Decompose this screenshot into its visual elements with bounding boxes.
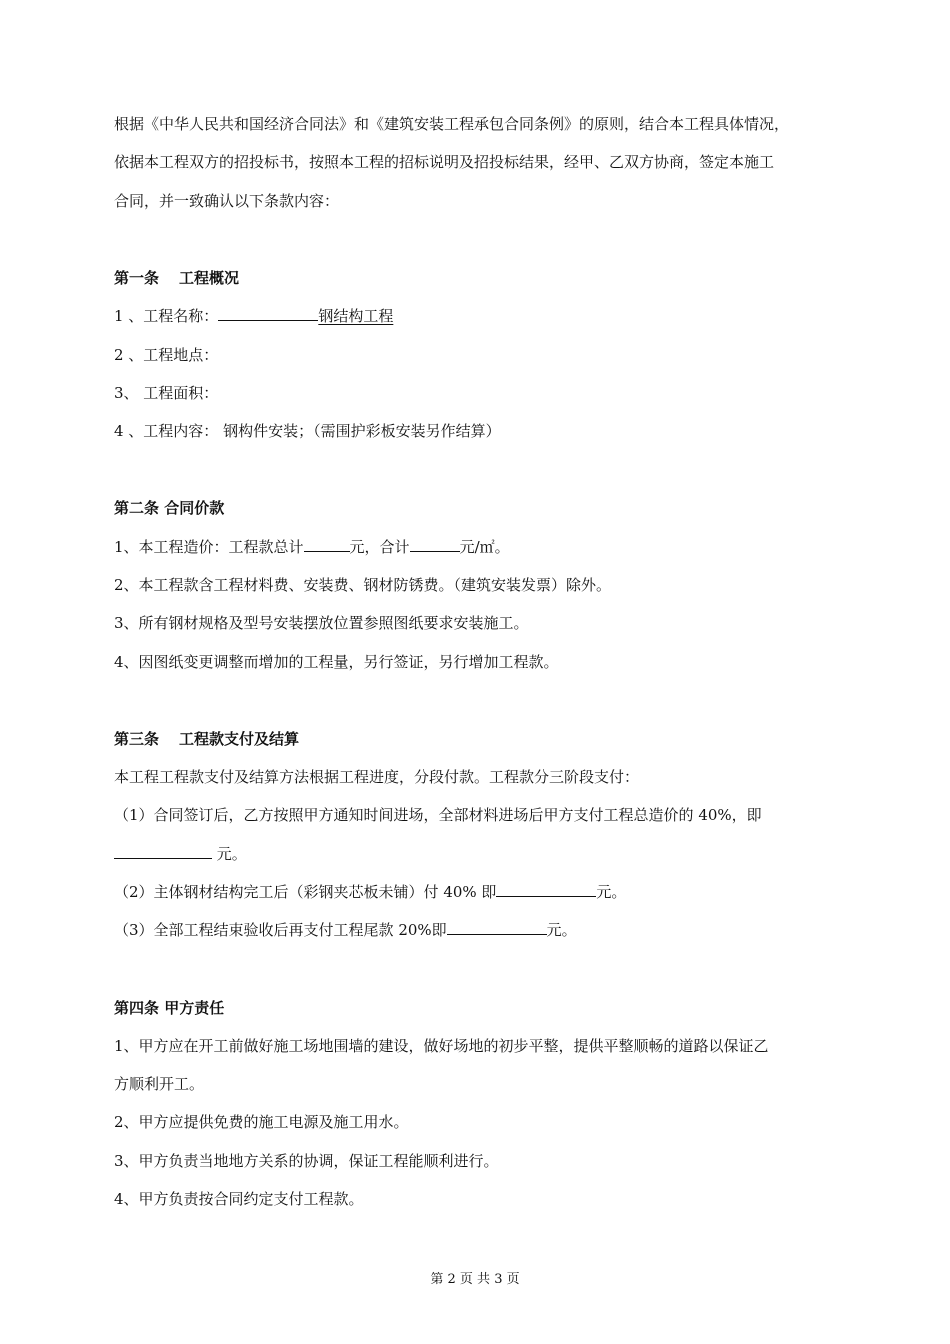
intro-line-2: 依据本工程双方的招投标书，按照本工程的招标说明及招投标结果，经甲、乙双方协商，签定本施工 bbox=[114, 153, 775, 171]
payment-stage-3 bbox=[114, 920, 577, 940]
article-4-item-2: 2、甲方应提供免费的施工电源及施工用水。 bbox=[114, 1113, 409, 1131]
article-4-item-1-line-2: 方顺利开工。 bbox=[114, 1075, 205, 1093]
article-4-heading: 第四条 甲方责任 bbox=[114, 999, 225, 1017]
article-1-item-3: 3、 工程面积： bbox=[114, 384, 219, 402]
total-price-label: 1、本工程造价：工程款总计 bbox=[114, 538, 304, 556]
intro-line-3: 合同，并一致确认以下条款内容： bbox=[114, 192, 340, 210]
payment-stage-1-unit: 元。 bbox=[212, 845, 247, 863]
unit-price-unit: 元/㎡。 bbox=[459, 538, 510, 556]
article-2-item-2: 2、本工程款含工程材料费、安装费、钢材防锈费。（建筑安装发票）除外。 bbox=[114, 576, 612, 594]
payment-stage-3-unit: 元。 bbox=[546, 921, 577, 939]
page-number-footer: 第 2 页 共 3 页 bbox=[430, 1272, 520, 1287]
article-3-intro: 本工程工程款支付及结算方法根据工程进度，分段付款。工程款分三阶段支付： bbox=[114, 768, 640, 786]
payment-stage-1-line-2 bbox=[114, 844, 247, 864]
payment-stage-1-blank bbox=[114, 844, 212, 859]
unit-price-blank bbox=[410, 537, 460, 552]
payment-stage-3-text: （3）全部工程结束验收后再支付工程尾款 20%即 bbox=[114, 921, 447, 939]
project-name-blank bbox=[218, 306, 318, 321]
article-4-item-1-line-1: 1、甲方应在开工前做好施工场地围墙的建设，做好场地的初步平整，提供平整顺畅的道路以保证乙 bbox=[114, 1037, 769, 1055]
project-name-value: 钢结构工程 bbox=[318, 307, 394, 325]
article-1-number: 第一条 bbox=[114, 269, 160, 287]
article-2-item-4: 4、因图纸变更调整而增加的工程量，另行签证，另行增加工程款。 bbox=[114, 653, 559, 671]
article-1-title: 工程概况 bbox=[179, 269, 240, 287]
payment-stage-2 bbox=[114, 882, 626, 902]
article-3-title: 工程款支付及结算 bbox=[179, 730, 300, 748]
article-4-item-3: 3、甲方负责当地地方关系的协调，保证工程能顺利进行。 bbox=[114, 1152, 499, 1170]
intro-line-1: 根据《中华人民共和国经济合同法》和《建筑安装工程承包合同条例》的原则，结合本工程具体情况， bbox=[114, 115, 790, 133]
unit-price-label: 元，合计 bbox=[349, 538, 410, 556]
payment-stage-2-unit: 元。 bbox=[596, 883, 627, 901]
article-2-item-1 bbox=[114, 537, 510, 557]
article-2-heading: 第二条 合同价款 bbox=[114, 499, 225, 517]
article-1-item-4: 4 、工程内容： 钢构件安装；（需围护彩板安装另作结算） bbox=[114, 422, 501, 440]
total-price-blank bbox=[304, 537, 350, 552]
article-1-item-2: 2 、工程地点： bbox=[114, 346, 219, 364]
article-1-item-1 bbox=[114, 306, 393, 326]
payment-stage-2-text: （2）主体钢材结构完工后（彩钢夹芯板未铺）付 40% 即 bbox=[114, 883, 497, 901]
project-name-label: 1 、工程名称： bbox=[114, 307, 219, 325]
article-3-heading bbox=[114, 729, 299, 749]
article-4-item-4: 4、甲方负责按合同约定支付工程款。 bbox=[114, 1190, 364, 1208]
article-3-number: 第三条 bbox=[114, 730, 160, 748]
payment-stage-2-blank bbox=[496, 882, 596, 897]
article-2-item-3: 3、所有钢材规格及型号安装摆放位置参照图纸要求安装施工。 bbox=[114, 614, 529, 632]
article-1-heading bbox=[114, 268, 239, 288]
payment-stage-1-line-1: （1）合同签订后，乙方按照甲方通知时间进场，全部材料进场后甲方支付工程总造价的 40%，即 bbox=[114, 806, 762, 824]
payment-stage-3-blank bbox=[447, 920, 547, 935]
